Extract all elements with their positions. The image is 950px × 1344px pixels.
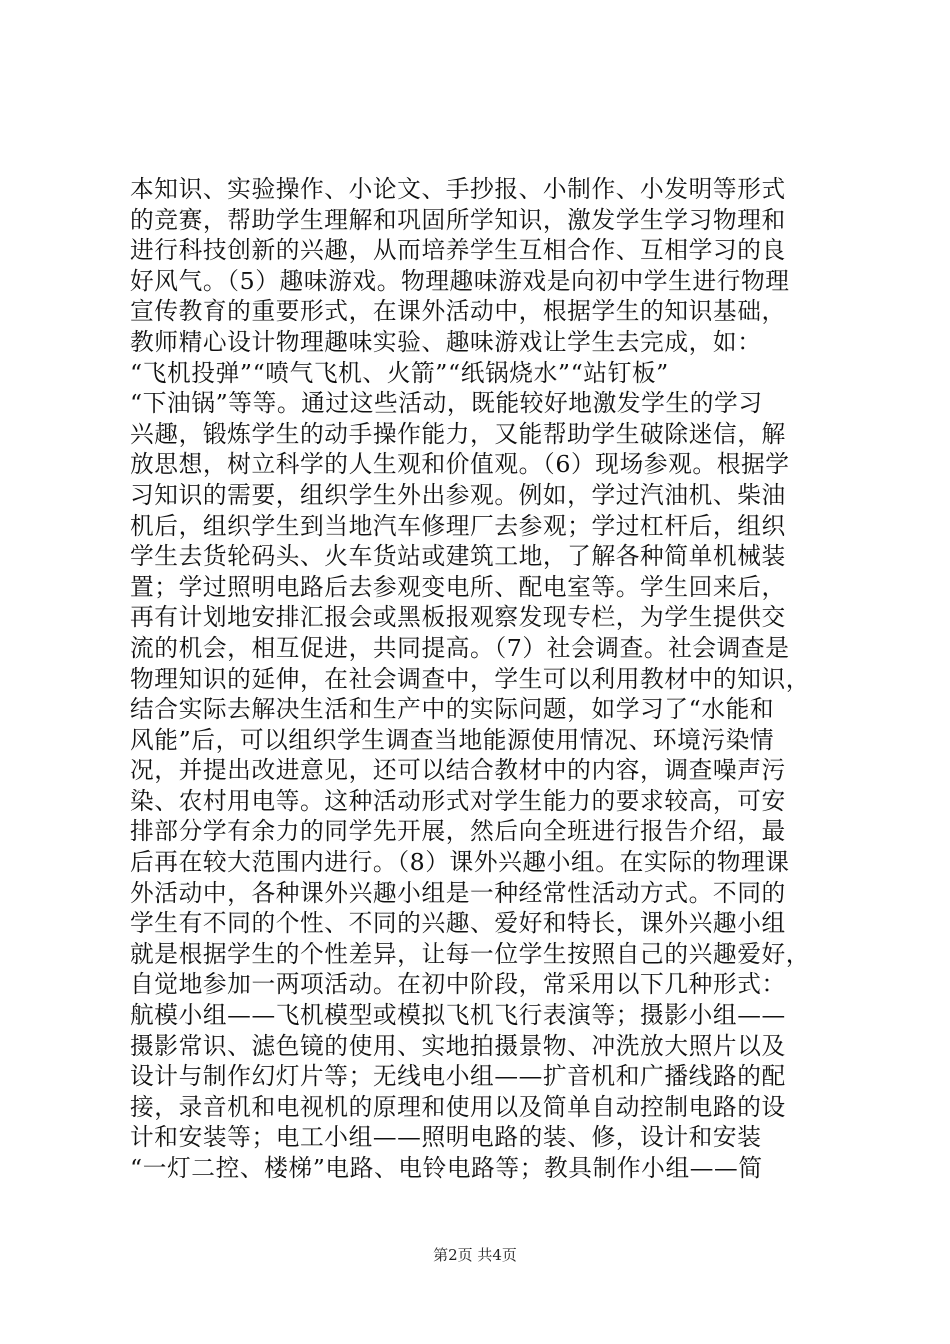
text-line: “下油锅”等等。通过这些活动，既能较好地激发学生的学习: [130, 389, 763, 418]
text-line: 置；学过照明电路后去参观变电所、配电室等。学生回来后，: [130, 572, 786, 601]
text-line: 结合实际去解决生活和生产中的实际问题，如学习了“水能和: [130, 695, 775, 724]
text-line: 放思想，树立科学的人生观和价值观。（6）现场参观。根据学: [130, 450, 790, 479]
text-line: 自觉地参加一两项活动。在初中阶段，常采用以下几种形式：: [130, 970, 786, 999]
document-body: [130, 174, 842, 1184]
text-line: 好风气。（5）趣味游戏。物理趣味游戏是向初中学生进行物理: [130, 266, 790, 295]
text-line: 流的机会，相互促进，共同提高。（7）社会调查。社会调查是: [130, 633, 790, 662]
text-line: 况，并提出改进意见，还可以结合教材中的内容，调查噪声污: [130, 756, 786, 785]
text-line: 学生有不同的个性、不同的兴趣、爱好和特长，课外兴趣小组: [130, 909, 786, 938]
text-line: 教师精心设计物理趣味实验、趣味游戏让学生去完成，如：: [130, 327, 762, 356]
text-line: 本知识、实验操作、小论文、手抄报、小制作、小发明等形式: [130, 175, 786, 203]
text-line: 兴趣，锻炼学生的动手操作能力，又能帮助学生破除迷信，解: [130, 419, 786, 448]
text-line: 学生去货轮码头、火车货站或建筑工地，了解各种简单机械装: [130, 542, 786, 571]
text-line: 风能”后，可以组织学生调查当地能源使用情况、环境污染情: [130, 725, 775, 754]
text-line: 设计与制作幻灯片等；无线电小组——扩音机和广播线路的配: [130, 1062, 786, 1091]
text-line: 习知识的需要，组织学生外出参观。例如，学过汽油机、柴油: [130, 480, 786, 509]
text-line: 机后，组织学生到当地汽车修理厂去参观；学过杠杆后，组织: [130, 511, 786, 540]
text-line: 就是根据学生的个性差异，让每一位学生按照自己的兴趣爱好，: [130, 939, 811, 968]
text-line: 接，录音机和电视机的原理和使用以及简单自动控制电路的设: [130, 1092, 786, 1121]
text-line: 摄影常识、滤色镜的使用、实地拍摄景物、冲洗放大照片以及: [130, 1031, 786, 1060]
page-number: 第2页 共4页: [433, 1246, 517, 1264]
text-line: 染、农村用电等。这种活动形式对学生能力的要求较高，可安: [130, 786, 786, 815]
text-line: 航模小组——飞机模型或模拟飞机飞行表演等；摄影小组——: [130, 1001, 786, 1030]
text-line: 计和安装等；电工小组——照明电路的装、修，设计和安装: [130, 1123, 762, 1152]
text-line: 宣传教育的重要形式，在课外活动中，根据学生的知识基础，: [130, 297, 786, 326]
text-line: 排部分学有余力的同学先开展，然后向全班进行报告介绍，最: [130, 817, 786, 846]
text-line: “一灯二控、楼梯”电路、电铃电路等；教具制作小组——简: [130, 1154, 763, 1182]
text-line: 外活动中，各种课外兴趣小组是一种经常性活动方式。不同的: [130, 878, 786, 907]
text-line: 的竞赛，帮助学生理解和巩固所学知识，激发学生学习物理和: [130, 205, 786, 234]
text-line: 后再在较大范围内进行。（8）课外兴趣小组。在实际的物理课: [130, 848, 790, 877]
text-line: 再有计划地安排汇报会或黑板报观察发现专栏，为学生提供交: [130, 603, 786, 632]
text-line: 进行科技创新的兴趣，从而培养学生互相合作、互相学习的良: [130, 236, 786, 265]
text-line: “飞机投弹”“喷气飞机、火箭”“纸锅烧水”“站钉板”: [130, 358, 669, 387]
text-line: 物理知识的延伸，在社会调查中，学生可以利用教材中的知识，: [130, 664, 811, 693]
